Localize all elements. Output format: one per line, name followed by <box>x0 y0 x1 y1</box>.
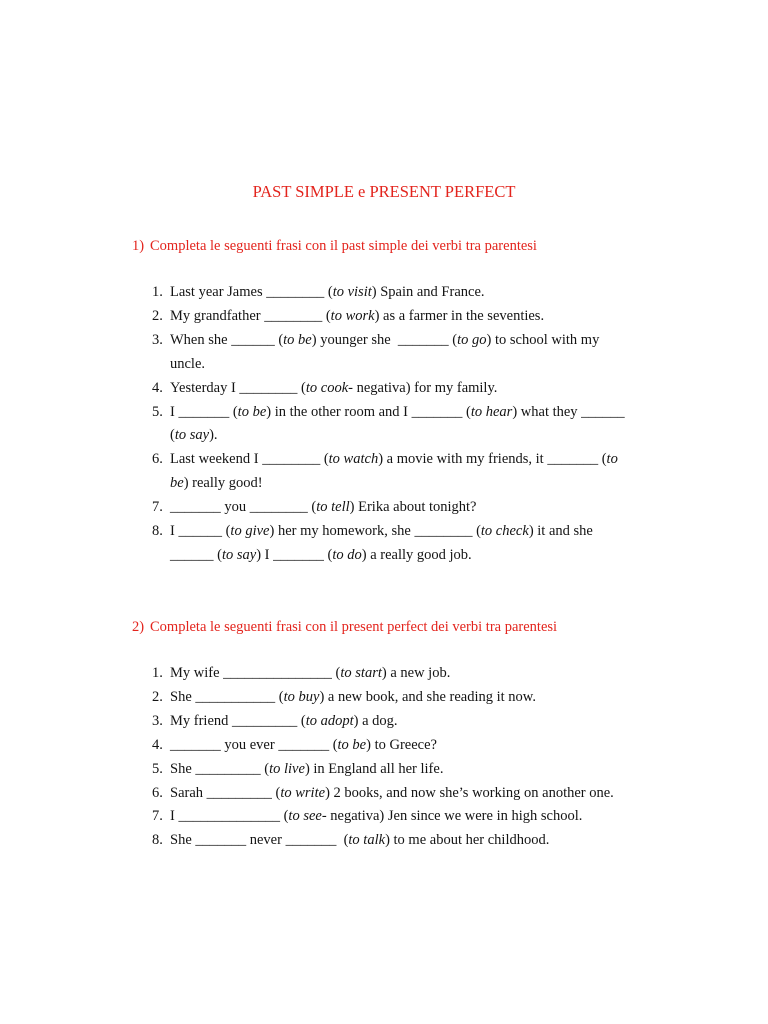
sentence <box>170 377 497 401</box>
item-number: 8. <box>152 832 163 849</box>
page-title: PAST SIMPLE e PRESENT PERFECT <box>252 182 516 201</box>
sentence-text: ) a dog. <box>353 712 398 729</box>
verb-hint: be <box>170 475 184 492</box>
sentence <box>170 758 443 782</box>
sentence-text: My grandfather ________ ( <box>170 307 331 324</box>
sentence-text: ) I _______ ( <box>256 546 333 563</box>
sentence-item <box>0 805 768 829</box>
verb-hint: to work <box>330 307 375 324</box>
verb-hint: to start <box>340 665 382 681</box>
item-number: 3. <box>152 331 163 348</box>
verb-hint: to cook <box>305 379 349 396</box>
sentence-text: ) what they ______ <box>512 403 625 420</box>
verb-hint: to do <box>332 546 362 563</box>
sentence-text: ) Erika about tonight? <box>349 499 477 516</box>
sentence-item <box>0 305 768 329</box>
sentence <box>170 305 544 329</box>
item-number: 2. <box>152 688 163 705</box>
verb-hint: to say <box>221 546 257 563</box>
verb-hint: to be <box>283 331 312 348</box>
verb-hint: to see <box>288 808 322 825</box>
sentence-item <box>0 329 768 377</box>
sentence <box>170 782 614 806</box>
sentence-item <box>0 281 768 305</box>
sentence <box>170 829 549 853</box>
sentence-text: - negativa) Jen since we were in high school. <box>321 808 583 825</box>
sentence <box>170 329 599 377</box>
item-number: 7. <box>152 499 163 516</box>
sentence-item <box>0 662 768 686</box>
verb-hint: to check <box>480 522 529 539</box>
item-number: 1. <box>152 665 163 681</box>
sentence-text: ) a new job. <box>381 665 451 681</box>
sentence-line <box>170 281 485 305</box>
verb-hint: to be <box>337 736 367 753</box>
exercise-2-instruction <box>132 615 557 639</box>
sentence-item <box>0 710 768 734</box>
sentence-text: I _______ ( <box>170 403 238 420</box>
sentence-text: ) to school with my <box>486 331 600 348</box>
sentence-line <box>170 829 549 853</box>
sentence-text: ) a new book, and she reading it now. <box>319 688 536 705</box>
sentence-item <box>0 520 768 568</box>
sentence-line <box>170 472 618 496</box>
verb-hint: to buy <box>283 688 320 705</box>
item-number: 5. <box>152 403 163 420</box>
sentence-line <box>170 686 536 710</box>
sentence-line <box>170 448 618 472</box>
sentence-text: She ___________ ( <box>170 688 284 705</box>
sentence-text: ) really good! <box>183 475 263 492</box>
exercise-1-sentences <box>0 281 768 568</box>
sentence-text: My wife _______________ ( <box>170 665 341 681</box>
sentence-text: Last year James ________ ( <box>170 284 333 300</box>
sentence-text: ) to Greece? <box>366 736 437 753</box>
sentence-text: She _______ never _______ ( <box>170 832 349 849</box>
sentence-line <box>170 544 593 568</box>
sentence-line <box>170 734 437 758</box>
sentence-line <box>170 805 582 829</box>
sentence-text: My friend _________ ( <box>170 712 306 729</box>
verb-hint: to go <box>457 331 487 348</box>
item-number: 3. <box>152 712 163 729</box>
sentence-item <box>0 734 768 758</box>
sentence-text: ) her my homework, she ________ ( <box>269 522 481 539</box>
exercise-number: 2) <box>132 619 145 635</box>
item-number: 4. <box>152 379 163 396</box>
sentence-text: ) Spain and France. <box>371 284 485 300</box>
sentence-line <box>170 758 443 782</box>
sentence-line <box>170 424 625 448</box>
sentence <box>170 496 477 520</box>
exercise-1-instruction <box>132 234 537 258</box>
sentence-line <box>170 305 544 329</box>
sentence <box>170 805 582 829</box>
sentence-text: ) to me about her childhood. <box>385 832 550 849</box>
verb-hint: to live <box>269 760 305 777</box>
sentence-line <box>170 377 497 401</box>
item-number: 8. <box>152 522 163 539</box>
item-number: 6. <box>152 451 163 468</box>
sentence-text: _______ you ever _______ ( <box>170 736 338 753</box>
sentence-line <box>170 329 599 353</box>
instruction-text: Completa le seguenti frasi con il past simple dei verbi tra parentesi <box>150 238 537 254</box>
sentence <box>170 710 398 734</box>
sentence-line <box>170 710 398 734</box>
sentence-text: Yesterday I ________ ( <box>170 379 306 396</box>
sentence-item <box>0 686 768 710</box>
sentence-line <box>170 782 614 806</box>
verb-hint: to write <box>280 784 326 801</box>
verb-hint: to talk <box>348 832 386 849</box>
sentence-line <box>170 353 599 377</box>
item-number: 1. <box>152 284 163 300</box>
exercise-2-sentences <box>0 662 768 853</box>
sentence-text: ). <box>209 427 218 444</box>
sentence-text: ) in England all her life. <box>304 760 444 777</box>
exercise-number: 1) <box>132 238 145 254</box>
item-number: 2. <box>152 307 163 324</box>
sentence <box>170 281 485 305</box>
item-number: 5. <box>152 760 163 777</box>
sentence-line <box>170 520 593 544</box>
sentence-text: uncle. <box>170 355 206 372</box>
sentence-item <box>0 496 768 520</box>
sentence-item <box>0 401 768 449</box>
item-number: 6. <box>152 784 163 801</box>
sentence-text: ______ ( <box>170 546 222 563</box>
sentence-item <box>0 829 768 853</box>
sentence-text: ) younger she _______ ( <box>311 331 458 348</box>
sentence <box>170 662 450 686</box>
sentence-text: I ______________ ( <box>170 808 289 825</box>
sentence-item <box>0 758 768 782</box>
sentence-text: ) as a farmer in the seventies. <box>374 307 545 324</box>
sentence-text: ) in the other room and I _______ ( <box>266 403 471 420</box>
verb-hint: to visit <box>332 284 372 300</box>
sentence <box>170 734 437 758</box>
verb-hint: to <box>606 451 618 468</box>
sentence-text: ) it and she <box>528 522 593 539</box>
sentence-item <box>0 782 768 806</box>
sentence <box>170 401 625 449</box>
sentence-line <box>170 496 477 520</box>
sentence-text: _______ you ________ ( <box>170 499 317 516</box>
verb-hint: to tell <box>316 499 350 516</box>
sentence-text: ) a really good job. <box>361 546 472 563</box>
sentence-text: ( <box>170 427 175 444</box>
sentence-text: She _________ ( <box>170 760 270 777</box>
sentence <box>170 520 593 568</box>
sentence-line <box>170 401 625 425</box>
instruction-text: Completa le seguenti frasi con il present perfect dei verbi tra parentesi <box>150 619 558 635</box>
item-number: 4. <box>152 736 163 753</box>
sentence-item <box>0 448 768 496</box>
verb-hint: to adopt <box>305 712 354 729</box>
verb-hint: to give <box>230 522 270 539</box>
sentence <box>170 686 536 710</box>
sentence-text: Sarah _________ ( <box>170 784 281 801</box>
sentence-text: - negativa) for my family. <box>348 379 498 396</box>
verb-hint: to be <box>237 403 267 420</box>
sentence-item <box>0 377 768 401</box>
item-number: 7. <box>152 808 163 825</box>
sentence-text: ) 2 books, and now she’s working on another one. <box>325 784 614 801</box>
verb-hint: to watch <box>328 451 379 468</box>
verb-hint: to say <box>174 427 210 444</box>
verb-hint: to hear <box>470 403 513 420</box>
sentence-text: When she ______ ( <box>170 331 284 348</box>
sentence-text: ) a movie with my friends, it _______ ( <box>378 451 607 468</box>
sentence-line <box>170 662 450 686</box>
sentence <box>170 448 618 496</box>
sentence-text: Last weekend I ________ ( <box>170 451 329 468</box>
sentence-text: I ______ ( <box>170 522 231 539</box>
